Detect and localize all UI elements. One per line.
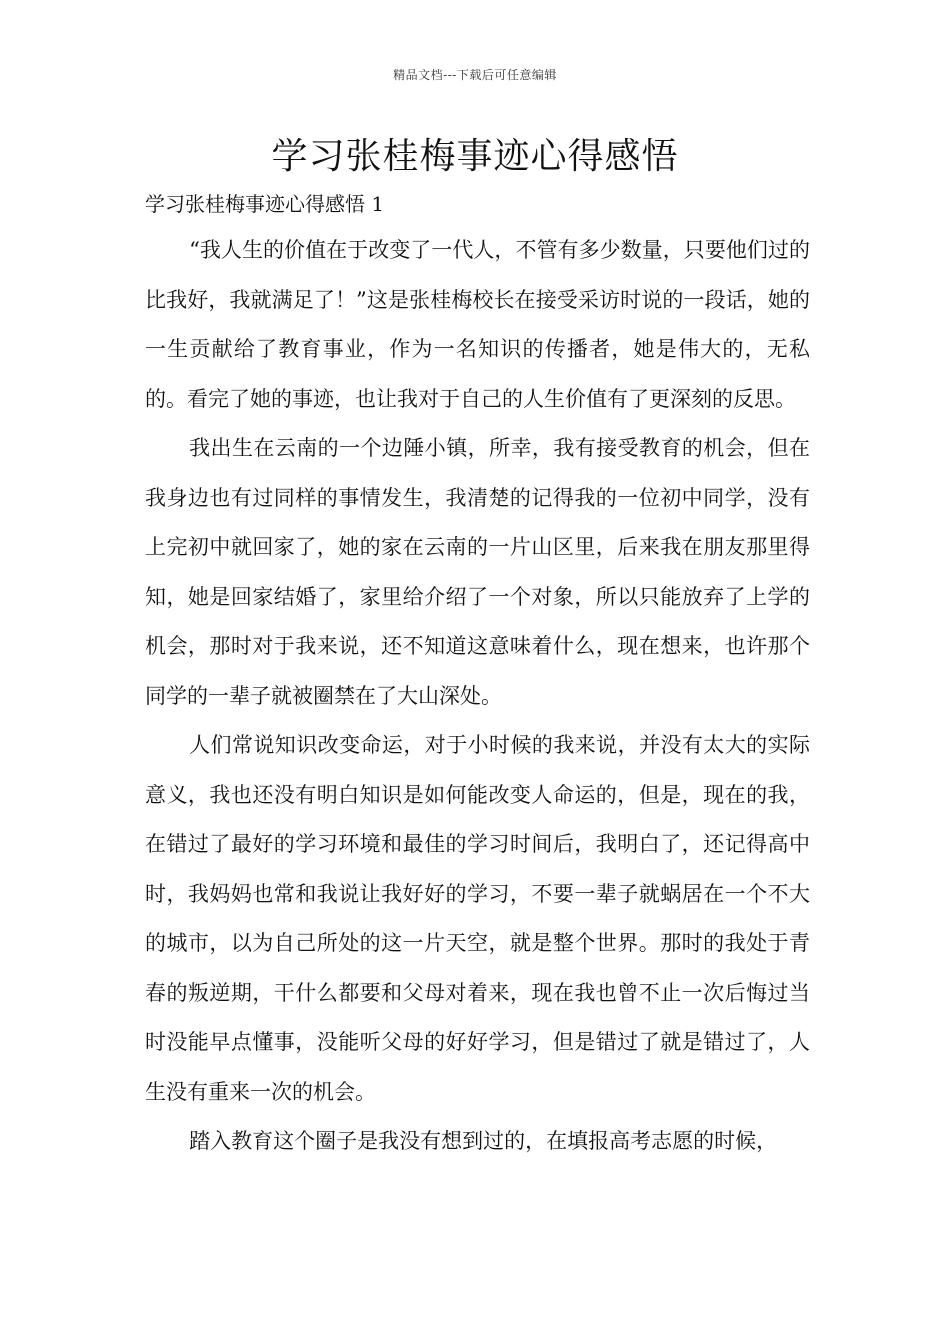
paragraph: 我出生在云南的一个边陲小镇，所幸，我有接受教育的机会，但在我身边也有过同样的事情发生，我清楚的记得我的一位初中同学，没有上完初中就回家了，她的家在云南的一片山区里，后来我在朋友那里得知，她是回家结婚了，家里给介绍了一个对象，所以只能放弃了上学的机会，那时对于我来说，还不知道这意味着什么，现在想来，也许那个同学的一辈子就被圈禁在了大山深处。: [145, 436, 810, 708]
document-title: 学习张桂梅事迹心得感悟: [271, 136, 679, 177]
document-body: [145, 226, 810, 1167]
paragraph: 踏入教育这个圈子是我没有想到过的，在填报高考志愿的时候，: [189, 1129, 778, 1153]
paragraph: 人们常说知识改变命运，对于小时候的我来说，并没有太大的实际意义，我也还没有明白知识是如何能改变人命运的，但是，现在的我，在错过了最好的学习环境和最佳的学习时间后，我明白了，还记得高中时，我妈妈也常和我说让我好好的学习，不要一辈子就蜗居在一个不大的城市，以为自己所处的这一片天空，就是整个世界。那时的我处于青春的叛逆期，干什么都要和父母对着来，现在我也曾不止一次后悔过当时没能早点懂事，没能听父母的好好学习，但是错过了就是错过了，人生没有重来一次的机会。: [145, 733, 810, 1104]
document-subtitle: 学习张桂梅事迹心得感悟 1: [145, 192, 385, 216]
paragraph: “我人生的价值在于改变了一代人，不管有多少数量，只要他们过的比我好，我就满足了！”这是张桂梅校长在接受采访时说的一段话，她的一生贡献给了教育事业，作为一名知识的传播者，她是伟大的，无私的。看完了她的事迹，也让我对于自己的人生价值有了更深刻的反思。: [145, 238, 810, 411]
header-note: 精品文档---下载后可任意编辑: [393, 68, 557, 82]
